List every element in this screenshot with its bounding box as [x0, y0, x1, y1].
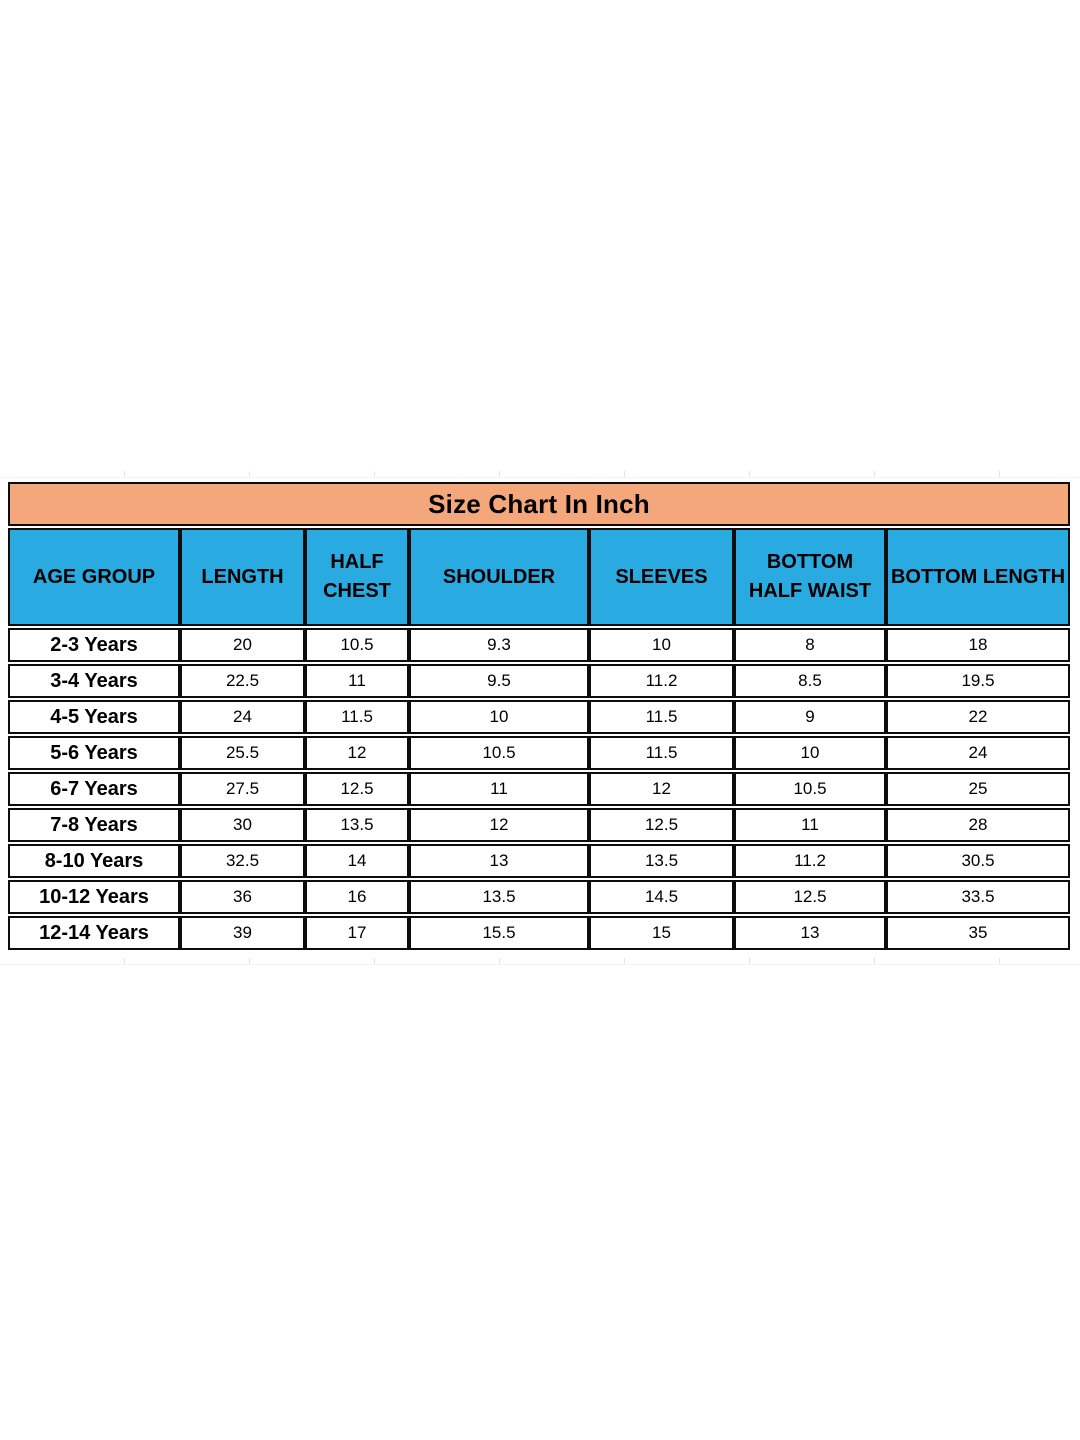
gridline-remnant-top: [0, 471, 1080, 478]
size-cell: 13.5: [589, 844, 734, 878]
table-row: [8, 700, 1070, 734]
size-cell: 11: [305, 664, 409, 698]
header-row: [8, 528, 1070, 626]
table-row: [8, 628, 1070, 662]
size-cell: 13: [734, 916, 886, 950]
table-row: [8, 736, 1070, 770]
size-cell: 10.5: [409, 736, 589, 770]
size-cell: 10: [734, 736, 886, 770]
size-cell: 20: [180, 628, 305, 662]
age-group-cell: 4-5 Years: [8, 700, 180, 734]
size-cell: 12.5: [589, 808, 734, 842]
size-cell: 12.5: [734, 880, 886, 914]
column-header-shoulder: SHOULDER: [409, 528, 589, 626]
size-cell: 25.5: [180, 736, 305, 770]
size-cell: 27.5: [180, 772, 305, 806]
size-cell: 30: [180, 808, 305, 842]
column-header-sleeves: SLEEVES: [589, 528, 734, 626]
size-cell: 30.5: [886, 844, 1070, 878]
size-cell: 10.5: [734, 772, 886, 806]
table-row: [8, 880, 1070, 914]
table-row: [8, 844, 1070, 878]
size-cell: 28: [886, 808, 1070, 842]
size-cell: 36: [180, 880, 305, 914]
size-cell: 12.5: [305, 772, 409, 806]
size-cell: 13.5: [409, 880, 589, 914]
size-cell: 9.3: [409, 628, 589, 662]
table-row: [8, 772, 1070, 806]
size-cell: 9.5: [409, 664, 589, 698]
age-group-cell: 3-4 Years: [8, 664, 180, 698]
size-cell: 11.5: [589, 736, 734, 770]
age-group-cell: 8-10 Years: [8, 844, 180, 878]
title-row: [8, 482, 1070, 526]
size-cell: 11: [409, 772, 589, 806]
size-cell: 25: [886, 772, 1070, 806]
size-cell: 11.5: [305, 700, 409, 734]
size-cell: 13.5: [305, 808, 409, 842]
size-cell: 11.5: [589, 700, 734, 734]
size-cell: 12: [409, 808, 589, 842]
size-chart-table-container: [8, 480, 1070, 952]
size-cell: 32.5: [180, 844, 305, 878]
size-cell: 10.5: [305, 628, 409, 662]
size-cell: 8: [734, 628, 886, 662]
size-cell: 12: [305, 736, 409, 770]
size-cell: 15.5: [409, 916, 589, 950]
age-group-cell: 6-7 Years: [8, 772, 180, 806]
size-cell: 10: [589, 628, 734, 662]
size-cell: 11.2: [589, 664, 734, 698]
size-cell: 18: [886, 628, 1070, 662]
size-cell: 15: [589, 916, 734, 950]
size-cell: 17: [305, 916, 409, 950]
column-header-bottom-length: BOTTOM LENGTH: [886, 528, 1070, 626]
column-header-length: LENGTH: [180, 528, 305, 626]
size-cell: 13: [409, 844, 589, 878]
size-cell: 24: [180, 700, 305, 734]
table-row: [8, 916, 1070, 950]
size-chart-table: [8, 480, 1070, 952]
column-header-age-group: AGE GROUP: [8, 528, 180, 626]
age-group-cell: 10-12 Years: [8, 880, 180, 914]
column-header-half-chest: HALF CHEST: [305, 528, 409, 626]
table-title: Size Chart In Inch: [8, 482, 1070, 526]
gridline-remnant-bottom: [0, 958, 1080, 965]
size-cell: 24: [886, 736, 1070, 770]
size-cell: 22.5: [180, 664, 305, 698]
table-row: [8, 664, 1070, 698]
column-header-bottom-half-waist: BOTTOM HALF WAIST: [734, 528, 886, 626]
size-cell: 10: [409, 700, 589, 734]
size-cell: 11.2: [734, 844, 886, 878]
size-cell: 22: [886, 700, 1070, 734]
size-cell: 39: [180, 916, 305, 950]
size-cell: 33.5: [886, 880, 1070, 914]
size-cell: 35: [886, 916, 1070, 950]
size-cell: 12: [589, 772, 734, 806]
size-cell: 14.5: [589, 880, 734, 914]
size-cell: 14: [305, 844, 409, 878]
size-cell: 19.5: [886, 664, 1070, 698]
age-group-cell: 2-3 Years: [8, 628, 180, 662]
table-row: [8, 808, 1070, 842]
age-group-cell: 12-14 Years: [8, 916, 180, 950]
size-cell: 8.5: [734, 664, 886, 698]
size-cell: 16: [305, 880, 409, 914]
age-group-cell: 7-8 Years: [8, 808, 180, 842]
age-group-cell: 5-6 Years: [8, 736, 180, 770]
size-cell: 11: [734, 808, 886, 842]
size-cell: 9: [734, 700, 886, 734]
